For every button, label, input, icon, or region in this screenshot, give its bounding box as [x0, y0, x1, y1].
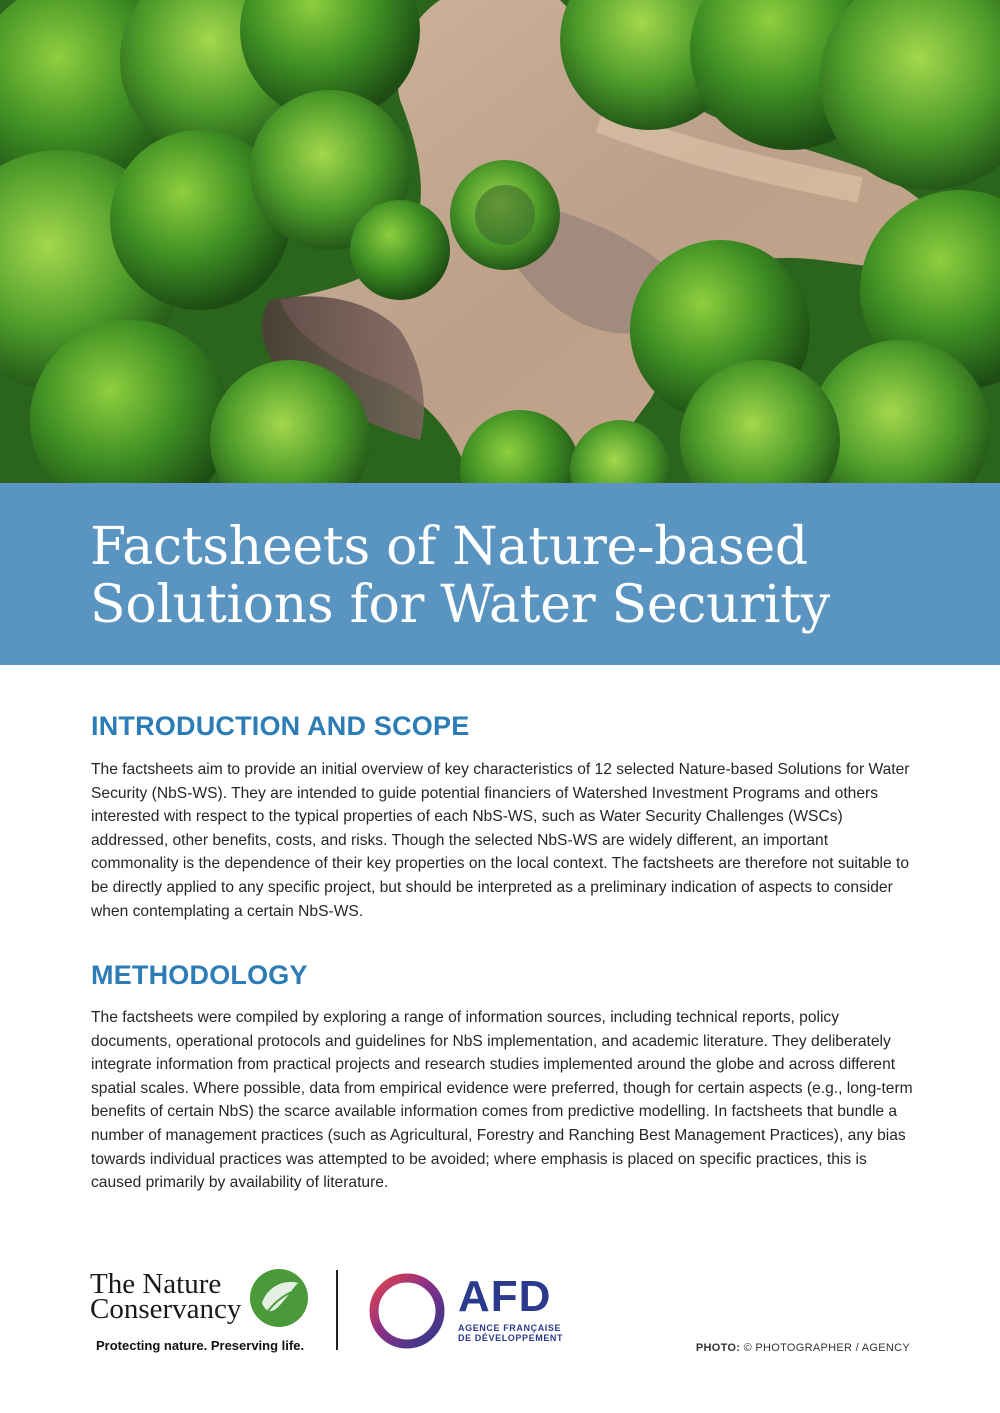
- page-title: [90, 518, 950, 634]
- afd-subtitle-line-2: DE DÉVELOPPEMENT: [458, 1333, 564, 1343]
- photo-credit: [696, 1342, 910, 1354]
- hero-photo: [0, 0, 1000, 483]
- methodology-body: The factsheets were compiled by exploring a range of information sources, including technical reports, policy documents, operational protocols and guidelines for NbS implementation, and academic literature. They deliberately integrate information from practical projects and research studies implemented around the globe and across different spatial scales. Where possible, data from empirical evidence were preferred, though for certain aspects (e.g., long-term benefits of certain NbS) the scarce available information comes from predictive modelling. In factsheets that bundle a number of management practices (such as Agricultural, Forestry and Ranching Best Management Practices), any bias towards individual practices was attempted to be avoided; where emphasis is placed on specific practices, this is caused primarily by availability of literature.: [91, 1009, 913, 1192]
- tnc-logo-text: [90, 1268, 242, 1325]
- afd-subtitle-line-1: AGENCE FRANÇAISE: [458, 1323, 562, 1333]
- title-line-2: Solutions for Water Security: [90, 575, 830, 635]
- tnc-tagline: Protecting nature. Preserving life.: [96, 1338, 305, 1353]
- logo-divider: [336, 1270, 338, 1350]
- afd-name: AFD: [458, 1272, 552, 1321]
- partner-logos: [0, 1255, 1000, 1375]
- intro-body: The factsheets aim to provide an initial overview of key characteristics of 12 selected Nature-based Solutions for Water Security (NbS-WS). They are intended to guide potential financiers of Watershed Investment Programs and others interested with respect to the typical properties of each NbS-WS, such as Water Security Challenges (WSCs) addressed, other benefits, costs, and risks. Though the selected NbS-WS are widely different, an important commonality is the dependence of their key properties on the local context. The factsheets are therefore not suitable to be directly applied to any specific project, but should be interpreted as a preliminary indication of aspects to consider when contemplating a certain NbS-WS.: [91, 761, 910, 920]
- methodology-heading: METHODOLOGY: [91, 960, 308, 990]
- tnc-line-1: The Nature: [90, 1268, 222, 1300]
- intro-heading: INTRODUCTION AND SCOPE: [91, 711, 470, 741]
- photo-credit-text: © PHOTOGRAPHER / AGENCY: [743, 1342, 910, 1354]
- tnc-line-2: Conservancy: [90, 1293, 242, 1325]
- title-line-1: Factsheets of Nature-based: [90, 517, 808, 577]
- afd-subtitle: [458, 1323, 588, 1343]
- photo-credit-label: PHOTO:: [695, 1342, 741, 1354]
- tnc-leaf-icon: [248, 1267, 310, 1329]
- afd-ring-icon: [366, 1270, 448, 1352]
